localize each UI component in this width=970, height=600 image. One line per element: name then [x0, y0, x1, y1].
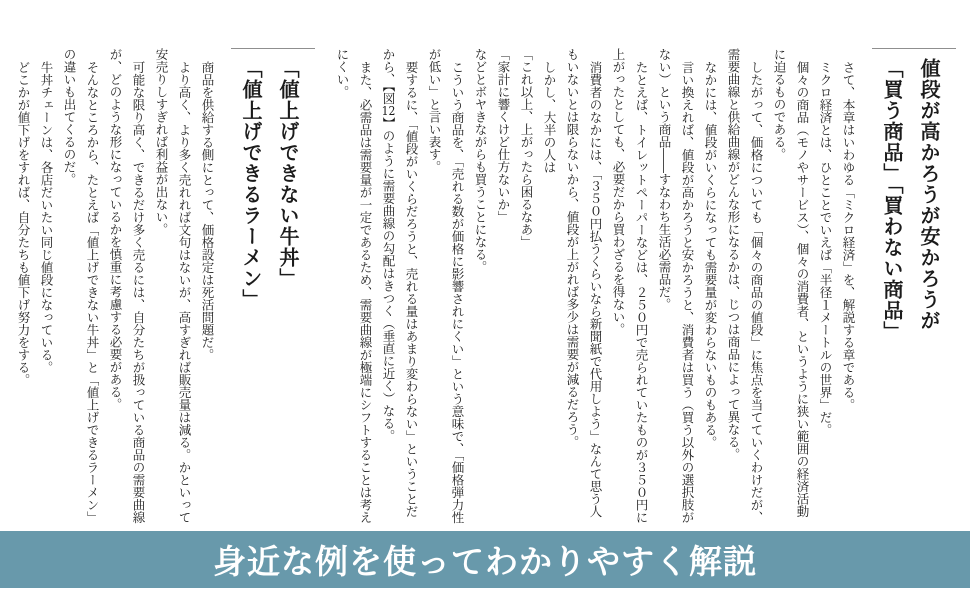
text-column: にくい。 [335, 48, 350, 98]
text-column: しかし、大半の人は [542, 60, 557, 173]
heading-line: 値段が高かろうが安かろうが [917, 58, 939, 331]
text-column: の違いも出てくるのだ。 [62, 48, 77, 186]
heading-line: 「値上げできない牛丼」 [276, 58, 298, 289]
text-column: さて、本章はいわゆる「ミクロ経済」を、解説する章である。 [841, 60, 856, 411]
figure-ref-post: 】のように需要曲線の勾配はきつく（垂直に近く）なる。 [381, 116, 396, 442]
section-gyudon-ramen [12, 48, 315, 532]
text-column: が低い」と言い表す。 [427, 48, 442, 173]
bottom-banner [0, 531, 970, 588]
body-text-block [331, 48, 860, 532]
figure-number: 12 [381, 104, 396, 117]
body-text-block [12, 48, 219, 532]
text-column: そんなところから、たとえば「値上げできない牛丼」と「値上げできるラーメン」 [85, 60, 100, 523]
text-column: たとえば、トイレットペーパーなどは、２５０円で売られていたものが３５０円に [634, 60, 649, 523]
text-column: 言い換えれば、値段が高かろうと安かろうと、消費者は買う（買う以外の選択肢が [680, 60, 695, 523]
text-column: 商品を供給する側にとって、価格設定は死活問題だ。 [200, 60, 215, 361]
text-column: どこかが値下げをすれば、自分たちも値下げ努力をする。 [16, 60, 31, 386]
text-column: 上がったとしても、必要だから買わざるを得ない。 [611, 48, 626, 336]
heading-line: 「買う商品」「買わない商品」 [880, 58, 902, 342]
section-heading-2 [231, 48, 315, 532]
text-column: ない）という商品――すなわち生活必需品だ。 [657, 48, 672, 311]
text-column: もいないとは限らないから、値段が上がれば多少は需要が減るだろう。 [565, 48, 580, 448]
text-column: より高く、より多く売れれば文句はないが、高すぎれば販売量は減る。かといって [177, 60, 192, 523]
heading-line: 「値上げできるラーメン」 [239, 58, 261, 310]
section-buy-or-not [331, 48, 956, 532]
text-column: に迫るものである。 [772, 48, 787, 161]
text-column: ミクロ経済とは、ひとことでいえば「半径１メートルの世界」だ。 [818, 60, 833, 436]
text-column: 需要曲線と供給曲線がどんな形になるかは、じつは商品によって異なる。 [726, 48, 741, 461]
text-column: したがって、価格についても「個々の商品の値段」に焦点を当てていくわけだが、 [749, 60, 764, 523]
text-column: 牛丼チェーンは、各店だいたい同じ値段になっている。 [39, 60, 54, 373]
text-column: 安売りしすぎれば利益が出ない。 [154, 48, 169, 236]
text-column: 可能な限り高く、できるだけ多く売るには、自分たちが扱っている商品の需要曲線 [131, 60, 146, 523]
text-column: 要するに、「値段がいくらだろうと、売れる量はあまり変わらない」ということだ [404, 60, 419, 517]
section-heading-1 [872, 48, 956, 532]
text-column: また、必需品は需要量が一定であるため、需要曲線が極端にシフトすることは考え [358, 60, 373, 523]
text-column: なかには、値段がいくらになっても需要量が変わらないものもある。 [703, 60, 718, 448]
text-column: こういう商品を、「売れる数が価格に影響されにくい」という意味で、「価格弾力性 [450, 60, 465, 523]
text-column: 「家計に響くけど仕方ないか」 [496, 48, 511, 223]
figure-ref-pre: から、【図 [381, 48, 396, 105]
page-content [10, 48, 956, 532]
text-column-figure-ref [377, 48, 400, 532]
banner-text: 身近な例を使ってわかりやすく解説 [213, 543, 757, 580]
text-column: 消費者のなかには、「３５０円払うくらいなら新聞紙で代用しよう」なんて思う人 [588, 60, 603, 517]
text-column: 個々の商品（モノやサービス）、個々の消費者、というように狭い範囲の経済活動 [795, 60, 810, 517]
text-column: 「これ以上、上がったら困るなあ」 [519, 48, 534, 248]
text-column: が、どのような形になっているかを慎重に考慮する必要がある。 [108, 48, 123, 411]
text-column: などとボヤきながらも買うことになる。 [473, 48, 488, 273]
